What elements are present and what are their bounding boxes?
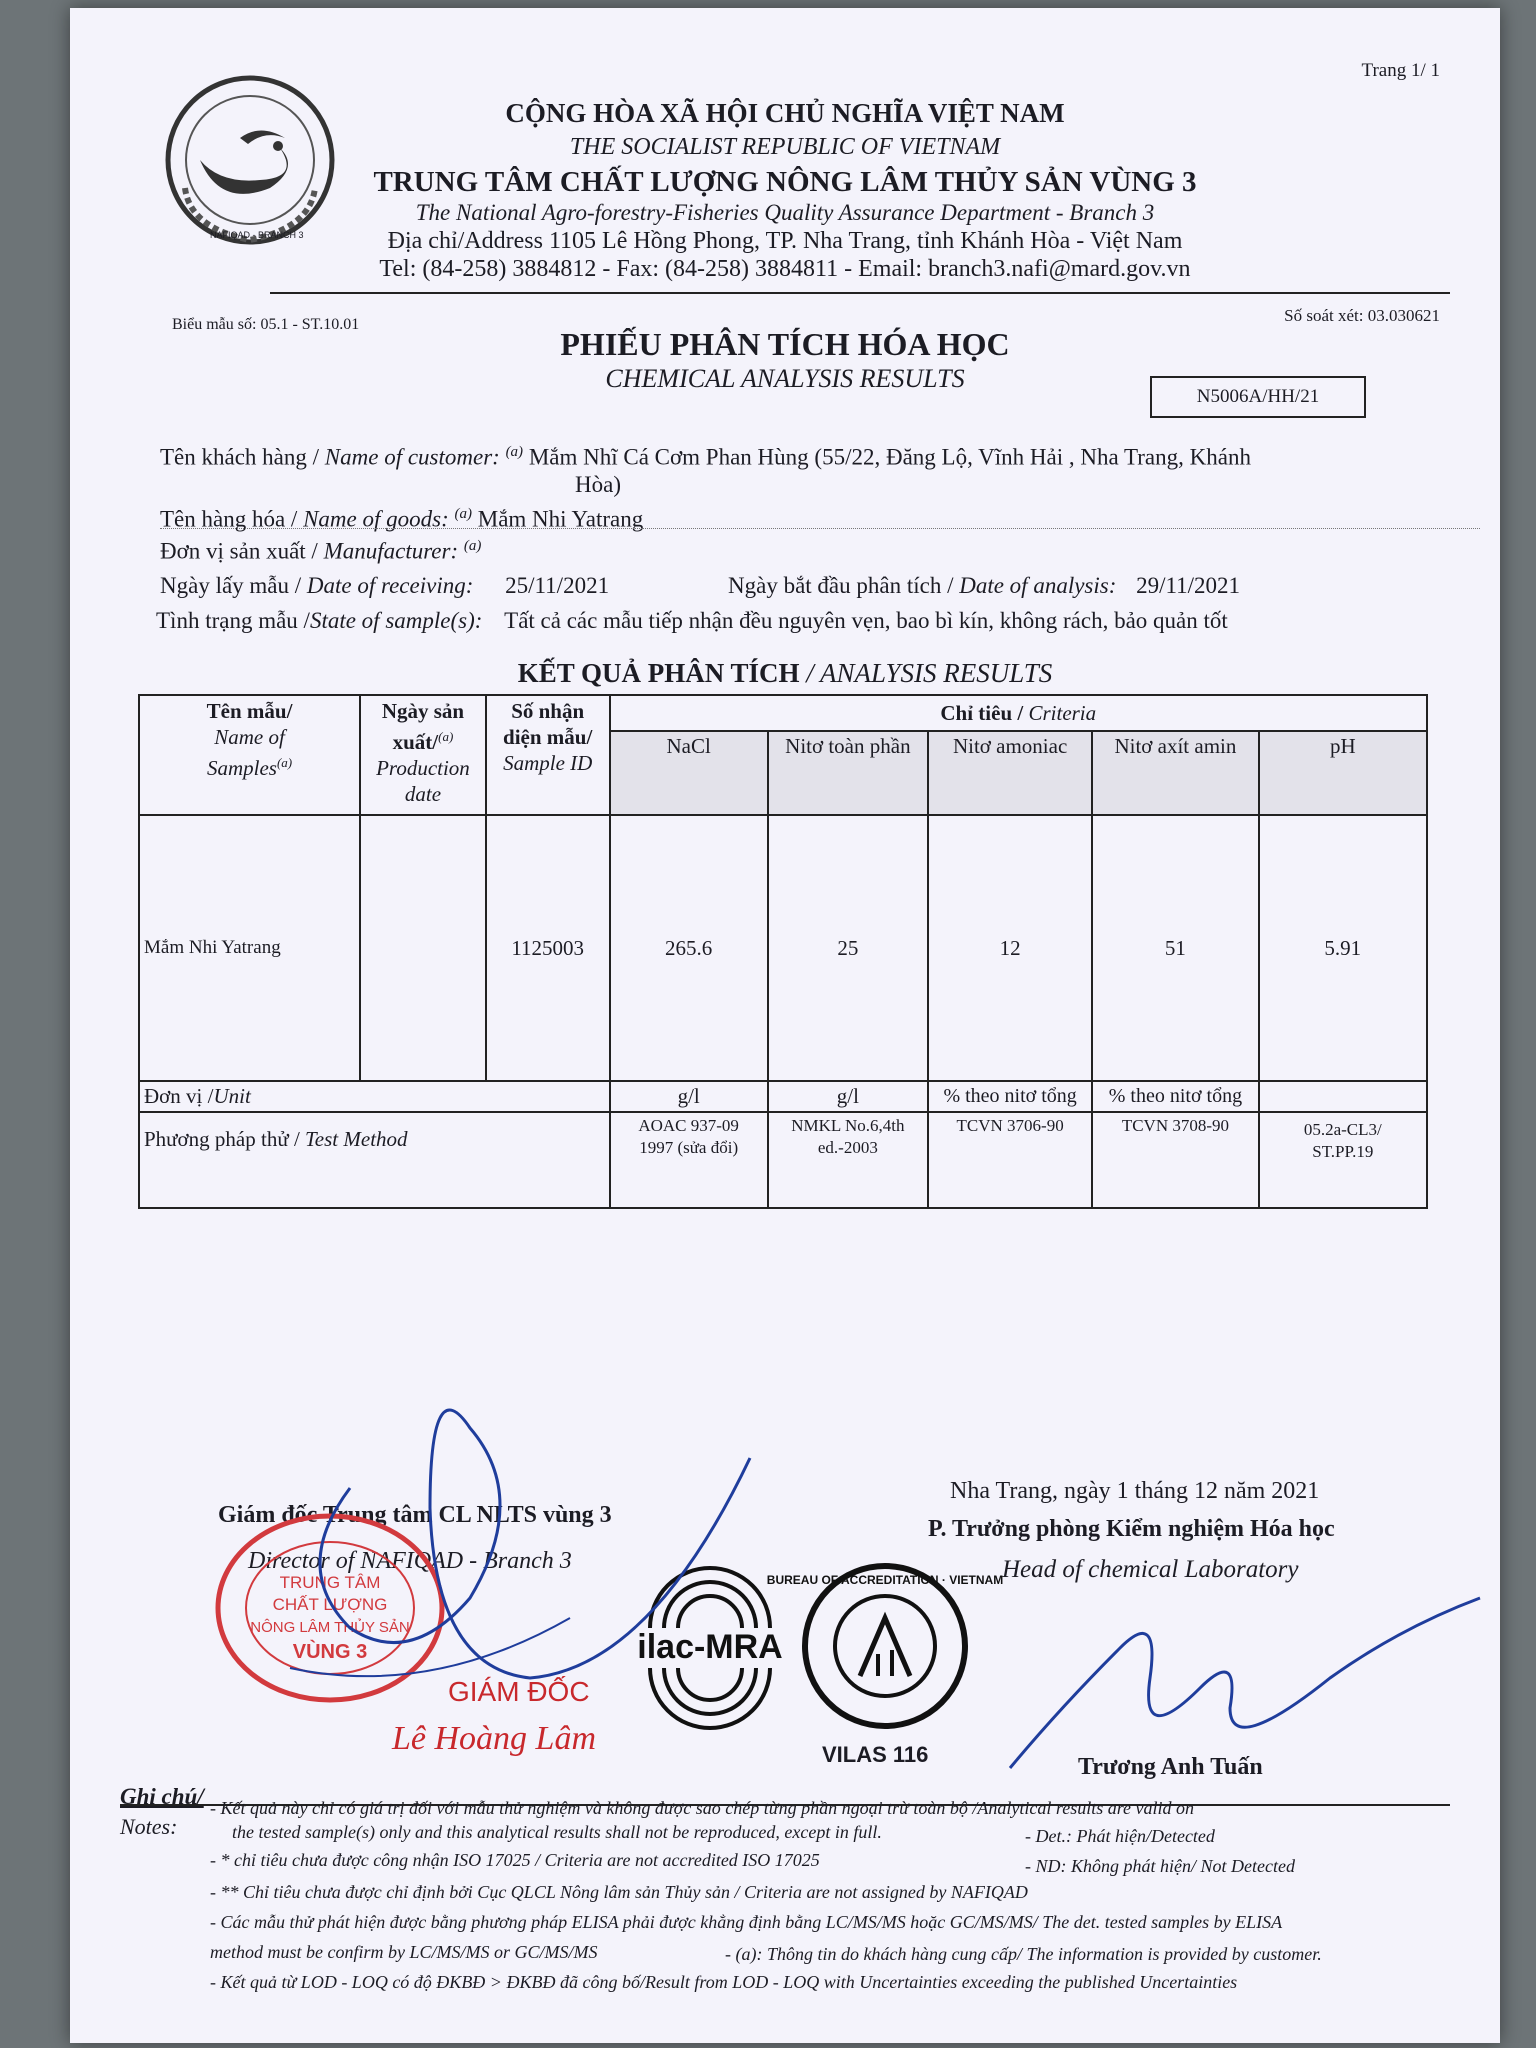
note-det: - Det.: Phát hiện/Detected (1025, 1826, 1215, 1846)
criteria-total-nitrogen: Nitơ toàn phần (768, 731, 928, 815)
method-total-nitrogen: NMKL No.6,4th ed.-2003 (768, 1112, 928, 1208)
goods-label-en: Name of goods: (303, 506, 449, 532)
customer-value-cont: Hòa) (575, 472, 621, 497)
col-header-name (139, 695, 360, 815)
svg-text:TRUNG TÂM: TRUNG TÂM (279, 1573, 381, 1592)
marker-a: (a) (463, 538, 482, 554)
col-name-vn: Tên mẫu/ (206, 699, 293, 723)
method-label (139, 1112, 610, 1208)
vilas-number: VILAS 116 (822, 1742, 929, 1767)
organization-contact: Tel: (84-258) 3884812 - Fax: (84-258) 3884811 - Email: branch3.nafi@mard.gov.vn (379, 256, 1191, 282)
state-value: Tất cả các mẫu tiếp nhận đều nguyên vẹn, bao bì kín, không rách, bảo quản tốt (504, 608, 1228, 633)
results-table (138, 694, 1428, 1209)
svg-text:NÔNG LÂM THỦY SẢN: NÔNG LÂM THỦY SẢN (250, 1619, 410, 1636)
logo-text: NAFIQAD - BRANCH 3 (210, 230, 304, 240)
state-label-vn: Tình trạng mẫu / (156, 608, 310, 633)
col-name-en: Name of Samples$^{(a)}$ (206, 725, 293, 780)
receiving-label-en: Date of receiving: (306, 573, 474, 598)
note-line-1: - Kết quả này chỉ có giá trị đối với mẫu thử nghiệm và không được sao chép từng phần ngoại trừ toàn bộ /Analytical results are valid on (210, 1798, 1195, 1818)
customer-line (160, 444, 1251, 471)
lab-title-en: Head of chemical Laboratory (1002, 1556, 1299, 1583)
col-header-id (486, 695, 610, 815)
country-name-en: THE SOCIALIST REPUBLIC OF VIETNAM (569, 134, 1001, 160)
value-total-nitrogen: 25 (768, 815, 928, 1081)
criteria-label-en: Criteria (1028, 700, 1097, 725)
table-row (139, 815, 1427, 1081)
method-ammonia-nitrogen: TCVN 3706-90 (928, 1112, 1092, 1208)
control-number: Số soát xét: 03.030621 (1284, 306, 1440, 325)
criteria-nacl: NaCl (610, 731, 768, 815)
receiving-label-vn: Ngày lấy mẫu / (160, 573, 307, 598)
director-name: Lê Hoàng Lâm (392, 1720, 597, 1757)
analysis-line (728, 573, 1240, 599)
note-line-6: method must be confirm by LC/MS/MS or GC/MS/MS (210, 1942, 598, 1962)
manufacturer-line (160, 538, 481, 565)
unit-total-nitrogen: g/l (768, 1081, 928, 1112)
unit-ph (1259, 1081, 1427, 1112)
organization-name-vn: TRUNG TÂM CHẤT LƯỢNG NÔNG LÂM THỦY SẢN VÙNG 3 (373, 166, 1197, 198)
method-nacl: AOAC 937-09 1997 (sửa đổi) (610, 1112, 768, 1208)
boa-accreditation-logo (766, 1558, 1004, 1738)
lab-title-vn: P. Trưởng phòng Kiểm nghiệm Hóa học (928, 1516, 1335, 1542)
notes-label-vn: Ghi chú/ (120, 1784, 204, 1809)
results-title-en: / ANALYSIS RESULTS (806, 658, 1053, 688)
sample-name: Mắm Nhi Yatrang (139, 815, 360, 1081)
svg-text:VÙNG 3: VÙNG 3 (292, 1641, 368, 1663)
unit-label-vn: Đơn vị / (144, 1084, 214, 1108)
manufacturer-label-en: Manufacturer: (323, 538, 459, 564)
document-page (70, 8, 1500, 2043)
state-label-en: State of sample(s): (309, 608, 483, 633)
results-title (70, 658, 1500, 689)
note-line-4: - ** Chỉ tiêu chưa được chỉ định bởi Cục QLCL Nông lâm sản Thủy sản / Criteria are not assigned by NAFIQAD (210, 1882, 1028, 1902)
country-name-vn: CỘNG HÒA XÃ HỘI CHỦ NGHĨA VIỆT NAM (505, 98, 1065, 128)
sample-id: 1125003 (486, 815, 610, 1081)
criteria-label-vn: Chỉ tiêu / (940, 700, 1029, 725)
signer-name: Trương Anh Tuấn (1078, 1754, 1263, 1780)
col-id-vn: Số nhận diện mẫu/ (503, 699, 593, 749)
customer-label-en: Name of customer: (324, 444, 500, 470)
method-ph: 05.2a-CL3/ ST.PP.19 (1259, 1112, 1427, 1208)
note-line-7: - Kết quả từ LOD - LOQ có độ ĐKBĐ > ĐKBĐ đã công bố/Result from LOD - LOQ with Uncertainties exceeding the published Uncertainties (210, 1972, 1238, 1992)
organization-address: Địa chỉ/Address 1105 Lê Hồng Phong, TP. Nha Trang, tỉnh Khánh Hòa - Việt Nam (387, 228, 1183, 254)
organization-name-en: The National Agro-forestry-Fisheries Quality Assurance Department - Branch 3 (415, 200, 1155, 225)
method-label-vn: Phương pháp thử / (144, 1127, 306, 1151)
customer-label-vn: Tên khách hàng / (160, 444, 325, 470)
note-a: - (a): Thông tin do khách hàng cung cấp/ The information is provided by customer. (725, 1944, 1322, 1964)
director-signature (230, 1368, 790, 1708)
unit-label (139, 1081, 610, 1112)
note-line-5: - Các mẫu thử phát hiện được bằng phương pháp ELISA phải được khẳng định bằng LC/MS/MS hoặc GC/MS/MS/ The det. tested samples by ELISA (210, 1912, 1283, 1932)
document-title-vn: PHIẾU PHÂN TÍCH HÓA HỌC (560, 326, 1010, 362)
note-line-2: the tested sample(s) only and this analytical results shall not be reproduced, except in full. (232, 1822, 882, 1842)
value-amino-nitrogen: 51 (1092, 815, 1258, 1081)
value-nacl: 265.6 (610, 815, 768, 1081)
header-divider (270, 292, 1450, 294)
note-line-3: - * chỉ tiêu chưa được công nhận ISO 17025 / Criteria are not accredited ISO 17025 (210, 1850, 820, 1870)
method-label-en: Test Method (305, 1127, 408, 1151)
dotted-line (160, 528, 1480, 529)
criteria-ammonia-nitrogen: Nitơ amoniac (928, 731, 1092, 815)
marker-a: (a) (454, 506, 472, 522)
analysis-value: 29/11/2021 (1136, 573, 1241, 598)
col-header-prod (360, 695, 486, 815)
results-title-vn: KẾT QUẢ PHÂN TÍCH (517, 658, 807, 688)
receiving-line (160, 573, 609, 599)
col-id-en: Sample ID (503, 751, 593, 775)
col-prod-en: Production date (376, 756, 470, 806)
page-number: Trang 1/ 1 (1361, 60, 1440, 81)
col-prod-vn: Ngày sản xuất/$^{(a)}$ (381, 699, 465, 754)
unit-nacl: g/l (610, 1081, 768, 1112)
criteria-amino-nitrogen: Nitơ axít amin (1092, 731, 1258, 815)
director-title-en: Director of NAFIQAD - Branch 3 (248, 1548, 572, 1574)
method-row (139, 1112, 1427, 1208)
analysis-label-en: Date of analysis: (959, 573, 1117, 598)
form-number: Biểu mẫu số: 05.1 - ST.10.01 (172, 316, 360, 333)
unit-amino-nitrogen: % theo nitơ tổng (1092, 1081, 1258, 1112)
director-title-vn: Giám đốc Trung tâm CL NLTS vùng 3 (218, 1502, 612, 1528)
value-ammonia-nitrogen: 12 (928, 815, 1092, 1081)
boa-text: BUREAU OF ACCREDITATION · VIETNAM (766, 1573, 1004, 1587)
notes-label-en: Notes: (120, 1814, 178, 1839)
marker-a: (a) (505, 444, 524, 460)
state-line (156, 608, 1228, 634)
goods-value: Mắm Nhi Yatrang (477, 506, 644, 532)
value-ph: 5.91 (1259, 815, 1427, 1081)
note-nd: - ND: Không phát hiện/ Not Detected (1025, 1856, 1295, 1876)
receiving-value: 25/11/2021 (505, 573, 610, 598)
table-header-row (139, 695, 1427, 731)
document-title-en: CHEMICAL ANALYSIS RESULTS (605, 364, 965, 393)
reference-code: N5006A/HH/21 (1150, 376, 1366, 418)
place-date: Nha Trang, ngày 1 tháng 12 năm 2021 (950, 1478, 1320, 1504)
ilac-text: ilac-MRA (637, 1628, 783, 1666)
criteria-ph: pH (1259, 731, 1427, 815)
manufacturer-label-vn: Đơn vị sản xuất / (160, 538, 324, 564)
director-stamp-title: GIÁM ĐỐC (448, 1676, 590, 1707)
customer-value: Mắm Nhĩ Cá Cơm Phan Hùng (55/22, Đăng Lộ, Vĩnh Hải , Nha Trang, Khánh (528, 444, 1251, 470)
method-amino-nitrogen: TCVN 3708-90 (1092, 1112, 1258, 1208)
unit-label-en: Unit (213, 1084, 251, 1108)
sample-prod-date (360, 815, 486, 1081)
unit-ammonia-nitrogen: % theo nitơ tổng (928, 1081, 1092, 1112)
goods-label-vn: Tên hàng hóa / (160, 506, 304, 532)
criteria-header (610, 695, 1427, 731)
svg-text:CHẤT LƯỢNG: CHẤT LƯỢNG (272, 1595, 388, 1614)
analysis-label-vn: Ngày bắt đầu phân tích / (728, 573, 960, 598)
unit-row (139, 1081, 1427, 1112)
